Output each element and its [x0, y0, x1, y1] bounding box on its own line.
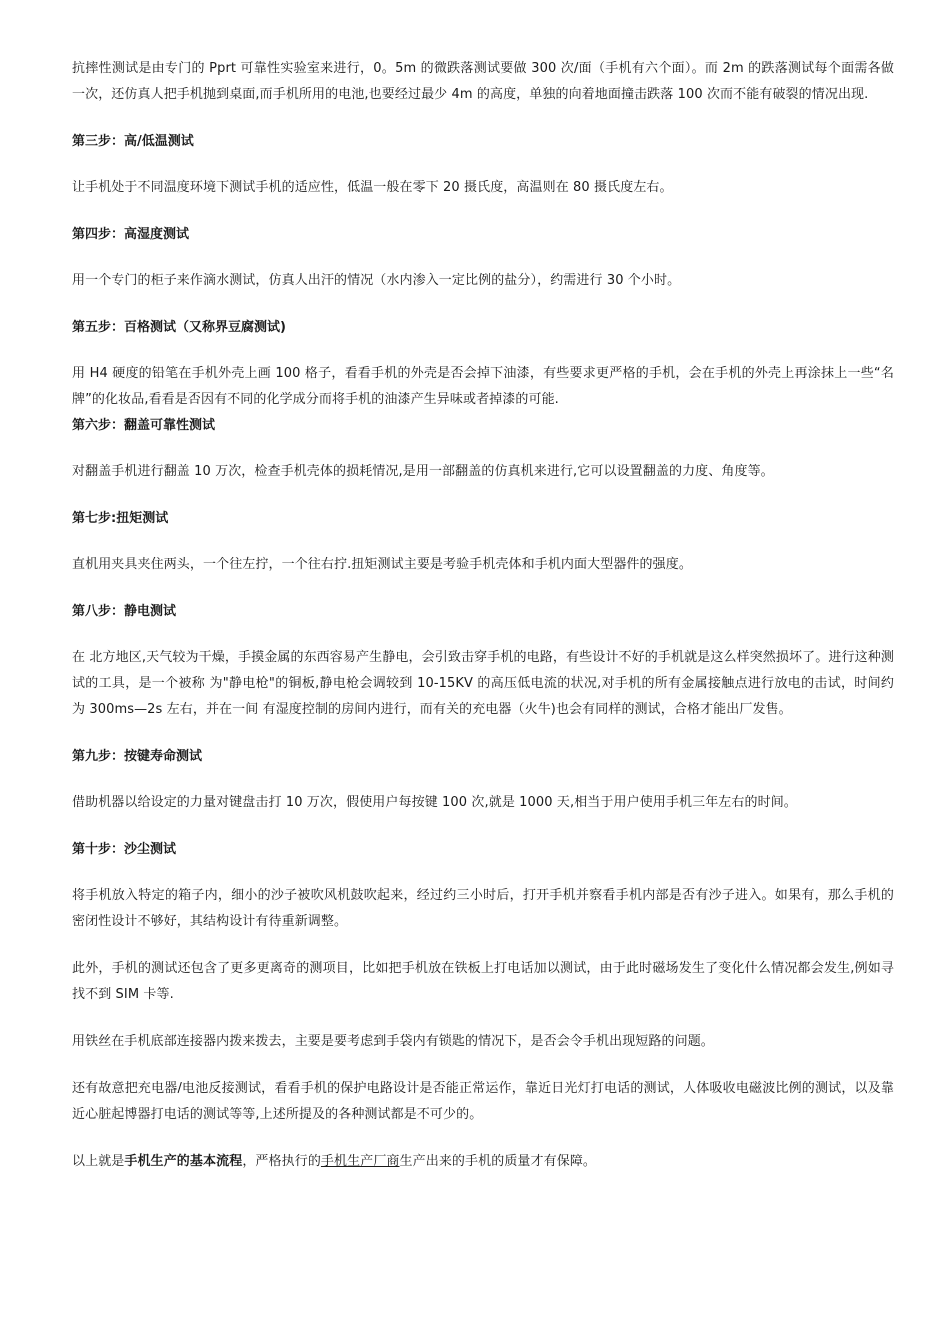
section-body-step8: 在 北方地区,天气较为干燥，手摸金属的东西容易产生静电，会引致击穿手机的电路，有些设计不好的手机就是这么样突然损坏了。进行这种测试的工具，是一个被称 为"静电枪"的铜板,静电枪会调较到 10-15KV 的高压低电流的状况,对手机的所有金属接触点进行放电的击试，时间约为 300ms—2s 左右，并在一间 有湿度控制的房间内进行，而有关的充电器（火牛)也会有同样的测试，合格才能出厂发售。 — [72, 650, 894, 717]
section-body-step7: 直机用夹具夹住两头，一个往左拧，一个往右拧.扭矩测试主要是考验手机壳体和手机内面大型器件的强度。 — [72, 557, 692, 572]
closing-middle: ，严格执行的 — [242, 1154, 321, 1169]
section-body-step10: 将手机放入特定的箱子内，细小的沙子被吹风机鼓吹起来，经过约三小时后，打开手机并察看手机内部是否有沙子进入。如果有，那么手机的密闭性设计不够好，其结构设计有待重新调整。 — [72, 888, 894, 929]
section-heading-step7: 第七步:扭矩测试 — [72, 511, 169, 526]
closing-paragraph — [72, 1149, 894, 1175]
section-heading-step10: 第十步：沙尘测试 — [72, 842, 177, 857]
section-body-step6: 对翻盖手机进行翻盖 10 万次，检查手机壳体的损耗情况,是用一部翻盖的仿真机来进行,它可以设置翻盖的力度、角度等。 — [72, 464, 774, 479]
extra-paragraph-3: 还有故意把充电器/电池反接测试，看看手机的保护电路设计是否能正常运作，靠近日光灯打电话的测试，人体吸收电磁波比例的测试，以及靠近心脏起博器打电话的测试等等,上述所提及的各种测试都是不可少的。 — [72, 1081, 894, 1122]
section-body-step9: 借助机器以给设定的力量对键盘击打 10 万次，假使用户每按键 100 次,就是 1000 天,相当于用户使用手机三年左右的时间。 — [72, 795, 797, 810]
intro-paragraph: 抗摔性测试是由专门的 Pprt 可靠性实验室来进行，0。5m 的微跌落测试要做 300 次/面（手机有六个面）。而 2m 的跌落测试每个面需各做一次，还仿真人把手机抛到桌面,而手机所用的电池,也要经过最少 4m 的高度，单独的向着地面撞击跌落 100 次而不能有破裂的情况出现. — [72, 61, 894, 102]
manufacturer-link[interactable]: 手机生产厂商 — [320, 1154, 400, 1169]
section-body-step5: 用 H4 硬度的铅笔在手机外壳上画 100 格子，看看手机的外壳是否会掉下油漆，有些要求更严格的手机，会在手机的外壳上再涂抹上一些“名牌”的化妆品,看看是否因有不同的化学成分而将手机的油漆产生异味或者掉漆的可能. — [72, 366, 894, 407]
section-heading-step5: 第五步：百格测试（又称界豆腐测试) — [72, 320, 286, 335]
closing-prefix: 以上就是 — [72, 1154, 125, 1169]
closing-bold-phrase: 手机生产的基本流程 — [124, 1154, 243, 1169]
closing-suffix: 生产出来的手机的质量才有保障。 — [399, 1154, 597, 1169]
extra-paragraph-2: 用铁丝在手机底部连接器内拨来拨去，主要是要考虑到手袋内有锁匙的情况下，是否会令手机出现短路的问题。 — [72, 1034, 714, 1049]
document-page — [72, 56, 894, 1175]
section-body-step3: 让手机处于不同温度环境下测试手机的适应性，低温一般在零下 20 摄氏度，高温则在 80 摄氏度左右。 — [72, 180, 673, 195]
section-heading-step8: 第八步：静电测试 — [72, 604, 177, 619]
section-heading-step4: 第四步：高湿度测试 — [72, 227, 190, 242]
section-heading-step9: 第九步：按键寿命测试 — [72, 749, 203, 764]
section-heading-step6: 第六步：翻盖可靠性测试 — [72, 418, 216, 433]
section-body-step4: 用一个专门的柜子来作滴水测试，仿真人出汗的情况（水内渗入一定比例的盐分），约需进行 30 个小时。 — [72, 273, 681, 288]
section-heading-step3: 第三步：高/低温测试 — [72, 134, 194, 149]
extra-paragraph-1: 此外，手机的测试还包含了更多更离奇的测项目，比如把手机放在铁板上打电话加以测试，由于此时磁场发生了变化什么情况都会发生,例如寻找不到 SIM 卡等. — [72, 961, 894, 1002]
